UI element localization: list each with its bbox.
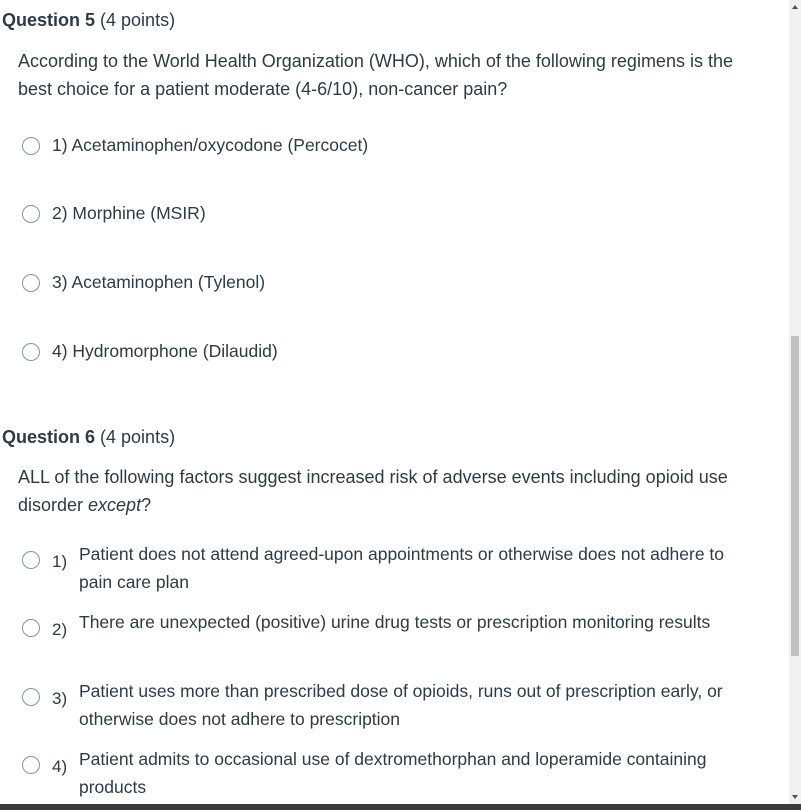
question-5-text: According to the World Health Organization (WHO), which of the following regimens is the best choice for a patient moderate (4-6/10), non-cancer pain? xyxy=(18,51,733,99)
radio-button[interactable] xyxy=(22,137,40,155)
scroll-down-arrow-icon[interactable] xyxy=(792,795,798,799)
scroll-up-arrow-icon[interactable] xyxy=(792,5,798,9)
question-6-option-4[interactable] xyxy=(22,745,762,801)
radio-button[interactable] xyxy=(22,274,40,292)
question-points: (4 points) xyxy=(100,427,176,447)
question-5-option-1[interactable] xyxy=(22,135,368,156)
option-text: Patient uses more than prescribed dose of opioids, runs out of prescription early, or otherwise does not adhere to prescription xyxy=(79,681,723,729)
option-number: 4) xyxy=(52,757,68,776)
question-6-text xyxy=(18,463,758,519)
question-text-emphasis: except xyxy=(88,495,142,515)
option-text: Patient admits to occasional use of dextromethorphan and loperamide containing products xyxy=(79,749,707,797)
scroll-thumb[interactable] xyxy=(791,336,799,656)
question-5-option-4[interactable] xyxy=(22,341,278,362)
question-6-option-1[interactable] xyxy=(22,540,762,596)
question-5-option-3[interactable] xyxy=(22,272,265,293)
option-label: 4) Hydromorphone (Dilaudid) xyxy=(52,341,278,361)
option-text: Patient does not attend agreed-upon appointments or otherwise does not adhere to pain care plan xyxy=(79,544,725,592)
radio-button[interactable] xyxy=(22,756,40,774)
vertical-scrollbar[interactable] xyxy=(789,0,801,804)
question-title-label: Question 6 xyxy=(2,427,96,447)
option-label: 2) Morphine (MSIR) xyxy=(52,203,206,223)
window-bottom-edge xyxy=(0,804,801,810)
question-6-title xyxy=(2,427,175,448)
radio-button[interactable] xyxy=(22,688,40,706)
radio-button[interactable] xyxy=(22,205,40,223)
option-number: 3) xyxy=(52,689,68,708)
option-number: 2) xyxy=(52,620,68,639)
question-text-main: ALL of the following factors suggest increased risk of adverse events including opioid use disorder xyxy=(18,467,728,515)
option-text: There are unexpected (positive) urine drug tests or prescription monitoring results xyxy=(79,612,711,632)
question-6-option-2[interactable] xyxy=(22,608,762,664)
question-title-label: Question 5 xyxy=(2,10,96,30)
question-6-option-3[interactable] xyxy=(22,677,762,733)
option-label: 1) Acetaminophen/oxycodone (Percocet) xyxy=(52,135,369,155)
radio-button[interactable] xyxy=(22,343,40,361)
question-5-option-2[interactable] xyxy=(22,203,206,224)
question-text-end: ? xyxy=(141,495,152,515)
radio-button[interactable] xyxy=(22,551,40,569)
question-points: (4 points) xyxy=(100,10,176,30)
radio-button[interactable] xyxy=(22,619,40,637)
question-5-title xyxy=(2,10,175,31)
option-label: 3) Acetaminophen (Tylenol) xyxy=(52,272,266,292)
option-number: 1) xyxy=(52,552,68,571)
